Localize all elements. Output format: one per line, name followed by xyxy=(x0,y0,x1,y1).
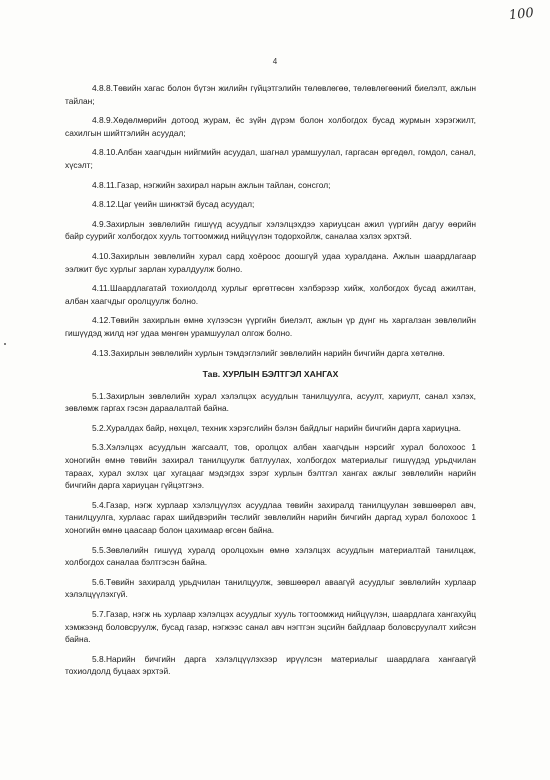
paragraph-5-2: 5.2.Хуралдах байр, нөхцөл, техник хэрэгслийн бэлэн байдлыг нарийн бичгийн дарга хариуцна. xyxy=(92,422,461,433)
paragraph-4-10: 4.10.Захирлын зөвлөлийн хурал сард хоёроос доошгүй удаа хуралдана. Ажлын шаардлагаар ээлжит бус хурлыг зарлан хуралдуулж болно. xyxy=(65,250,476,274)
page-number: 4 xyxy=(272,57,278,66)
paragraph-4-8-8: 4.8.8.Төвийн хагас болон бүтэн жилийн гүйцэтгэлийн төлөвлөгөө, төлөвлөгөөний биелэлт, ажлын тайлан; xyxy=(65,83,476,106)
paragraph-5-8: 5.8.Нарийн бичгийн дарга хэлэлцүүлэхээр ирүүлсэн материалыг шаардлага хангаагүй тохиолдолд буцаах эрхтэй. xyxy=(65,653,476,677)
paragraph-4-11: 4.11.Шаардлагатай тохиолдолд хурлыг өргөтгөсөн хэлбэрээр хийж, холбогдох бусад ажилтан, албан хаагчдыг оролцуулж болно. xyxy=(65,283,476,306)
section-heading: Тав. ХУРЛЫН БЭЛТГЭЛ ХАНГАХ xyxy=(202,369,339,380)
paragraph-5-7: 5.7.Газар, нэгж нь хурлаар хэлэлцэх асуудлыг хууль тогтоомжид нийцүүлэн, шаардлага хангахуйц хэмжээнд боловсруулж, бусад газар, нэгжээс санал авч нэгтгэн эцсийн байдлаар боловсруулалт хийсэн байна. xyxy=(65,609,476,645)
paragraph-4-12: 4.12.Төвийн захирлын өмнө хүлээсэн үүргийн биелэлт, ажлын үр дүнг нь харгалзан зөвлөлийн гишүүдэд жилд нэг удаа мөнгөн урамшуулал олгож болно. xyxy=(65,315,476,338)
paragraph-5-6: 5.6.Төвийн захиралд урьдчилан танилцуулж, зөвшөөрөл аваагүй асуудлыг зөвлөлийн хурлаар хэлэлцүүлэхгүй. xyxy=(65,576,476,600)
handwritten-page-mark: 100 xyxy=(508,5,535,24)
paragraph-5-3: 5.3.Хэлэлцэх асуудлын жагсаалт, тов, оролцох албан хаагчдын нэрсийг хурал болохоос 1 хоногийн өмнө төвийн захирал танилцуулж батлуулах, холбогдох материалыг гишүүдэд урьдчилан тараах, хурал эхлэх цаг хугацааг мэдэгдэх зэрэг хурлын бэлтгэл хангах ажлыг зөвлөлийн нарийн бичгийн дарга хариуцан гүйцэтгэнэ. xyxy=(65,442,476,491)
paragraph-5-5: 5.5.Зөвлөлийн гишүүд хуралд оролцохын өмнө хэлэлцэх асуудлын материалтай танилцаж, холбогдох саналаа бэлтгэсэн байна. xyxy=(65,544,476,568)
paragraph-5-4: 5.4.Газар, нэгж хурлаар хэлэлцүүлэх асуудлаа төвийн захиралд танилцуулан зөвшөөрөл авч, танилцуулга, хурлаас гарах шийдвэрийн төслийг зөвлөлийн нарийн бичгийн даргад хурал болохоос 1 хоногийн өмнө цаасаар болон цахимаар өгсөн байна. xyxy=(65,499,476,536)
margin-mark xyxy=(4,343,6,345)
document-body xyxy=(65,82,476,685)
paragraph-4-8-11: 4.8.11.Газар, нэгжийн захирал нарын ажлын тайлан, сонсгол; xyxy=(92,179,331,190)
paragraph-4-13: 4.13.Захирлын зөвлөлийн хурлын тэмдэглэлийг зөвлөлийн нарийн бичгийн дарга хөтөлнө. xyxy=(92,347,445,358)
paragraph-5-1: 5.1.Захирлын зөвлөлийн хурал хэлэлцэх асуудлын танилцуулга, асуулт, хариулт, санал хэлэх, зөвлөмж гаргах гэсэн дараалалтай байна. xyxy=(65,390,476,414)
paragraph-4-8-9: 4.8.9.Хөдөлмөрийн дотоод журам, ёс зүйн дүрэм болон холбогдох бусад журмын хэрэгжилт, сахилгын шийтгэлийн асуудал; xyxy=(65,115,476,138)
paragraph-4-8-10: 4.8.10.Албан хаагчдын нийгмийн асуудал, шагнал урамшуулал, гаргасан өргөдөл, гомдол, санал, хүсэлт; xyxy=(65,147,476,170)
paragraph-4-8-12: 4.8.12.Цаг үеийн шинжтэй бусад асуудал; xyxy=(92,199,255,210)
paragraph-4-9: 4.9.Захирлын зөвлөлийн гишүүд асуудлыг хэлэлцэхдээ хариуцсан ажил үүргийн дагуу өөрийн байр суурийг холбогдох хууль тогтоомжид нийцүүлэн тодорхойлж, саналаа хэлэх эрхтэй. xyxy=(65,218,476,242)
